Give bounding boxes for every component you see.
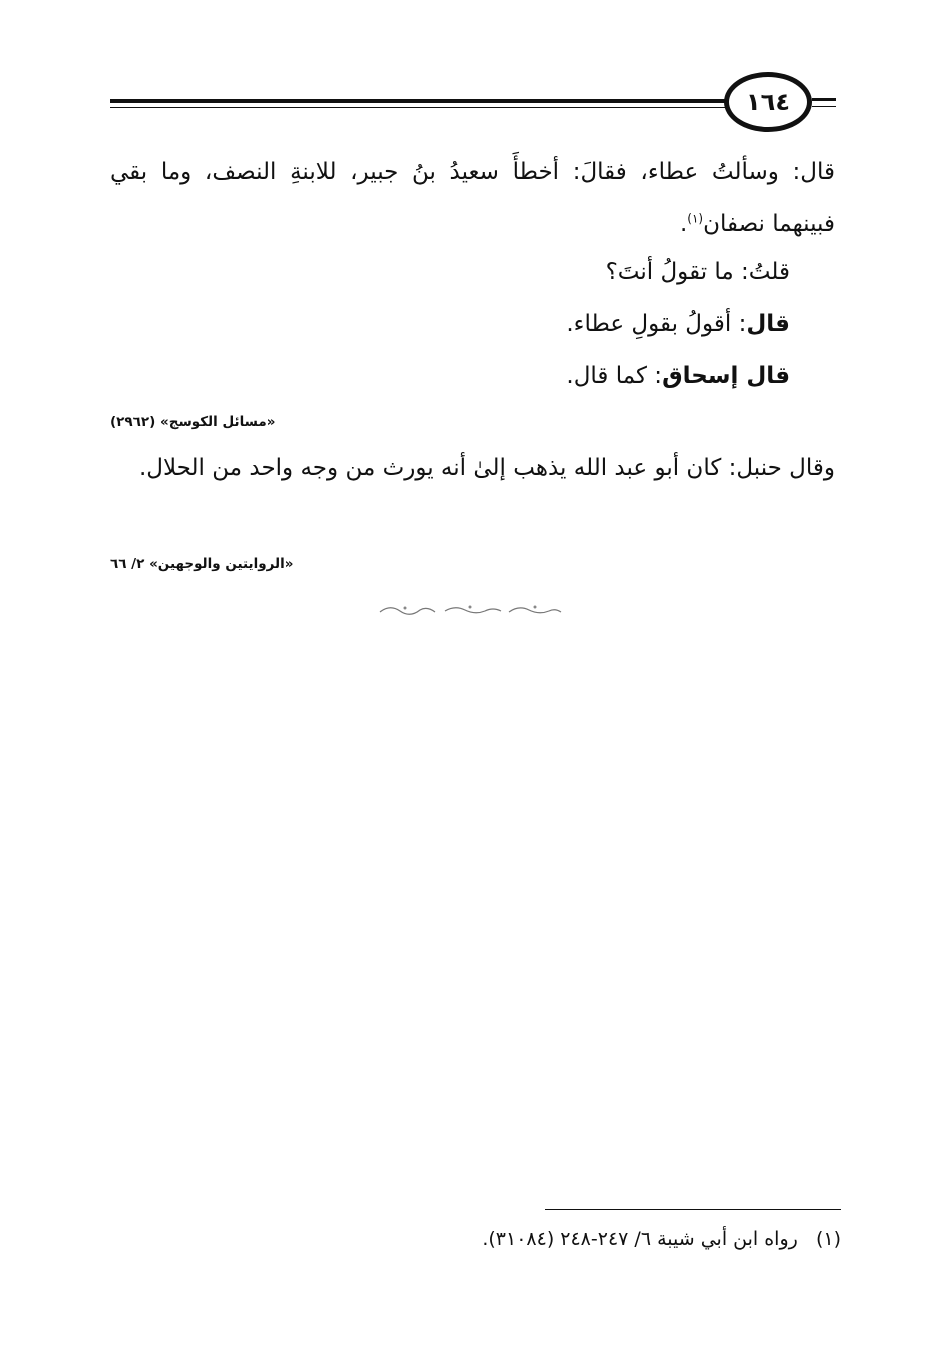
dialogue-speaker: قال إسحاق: [662, 363, 790, 389]
page-number-badge: [724, 72, 812, 132]
dialogue-text: : أقولُ بقولِ عطاء.: [566, 311, 747, 337]
dialogue-line-3: [566, 350, 790, 402]
footnote-reference: (١): [687, 211, 704, 226]
paragraph-end: .: [679, 211, 688, 237]
dialogue-speaker: قال: [746, 311, 790, 337]
dialogue-line-1: [606, 246, 790, 298]
ornament-separator: [375, 602, 565, 618]
header-rule-thick: [110, 99, 730, 103]
dialogue-line-2: [566, 298, 790, 350]
footnote-text: رواه ابن أبي شيبة ٦/ ٢٤٧-٢٤٨ (٣١٠٨٤).: [482, 1228, 798, 1250]
page-number: ١٦٤: [746, 88, 790, 116]
header-rule-right-thick: [812, 98, 836, 101]
header-rule-thin: [110, 107, 730, 108]
paragraph-text: قال: وسألتُ عطاء، فقالَ: أخطأَ سعيدُ بنُ جبير، للابنةِ النصف، وما بقي فبينهما نصفان: [110, 159, 835, 237]
footnote-1: [482, 1228, 841, 1250]
paragraph-hanbal: وقال حنبل: كان أبو عبد الله يذهب إلىٰ أنه يورث من وجه واحد من الحلال.: [138, 455, 835, 481]
dialogue-text: قلتُ: ما تقولُ أنتَ؟: [605, 259, 790, 285]
source-citation-1: «مسائل الكوسج» (٢٩٦٢): [110, 414, 276, 430]
paragraph-ata-question: [110, 146, 835, 250]
footnote-number: (١): [815, 1228, 841, 1250]
dialogue-text: : كما قال.: [566, 363, 663, 389]
source-citation-2: «الروايتين والوجهين» ٢/ ٦٦: [110, 556, 294, 572]
header-rule-right-thin: [812, 106, 836, 107]
footnote-rule: [545, 1209, 841, 1210]
